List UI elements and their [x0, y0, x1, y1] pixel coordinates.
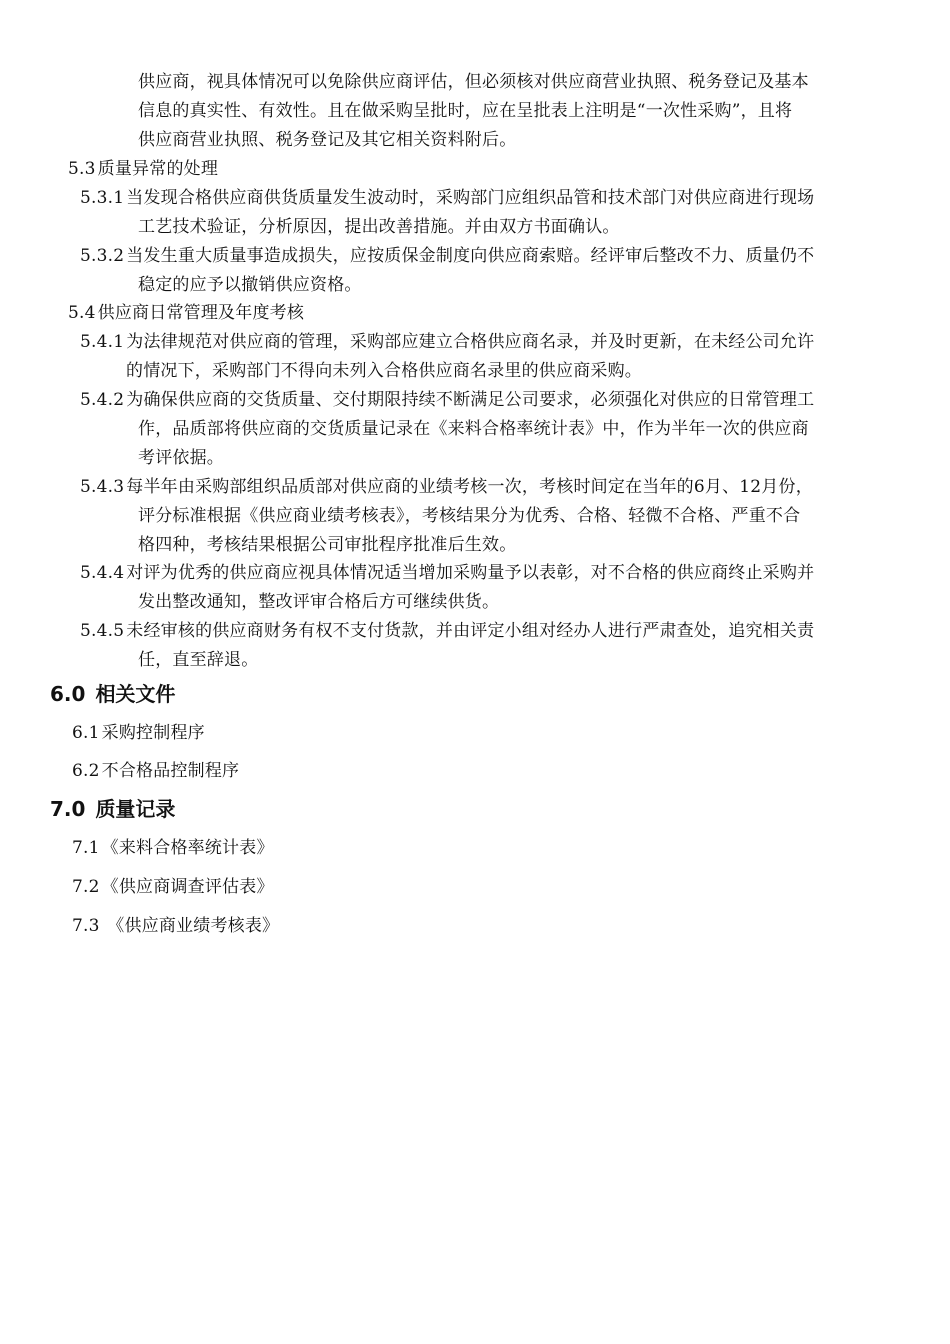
- section-title: 质量异常的处理: [97, 159, 219, 179]
- item-text: 当发生重大质量事造成损失，应按质保金制度向供应商索赔。经评审后整改不力、质量仍不: [126, 246, 815, 266]
- item-5-4-3-line-1: [80, 473, 813, 502]
- list-item: [72, 719, 205, 748]
- item-5-4-1-line-1: [80, 328, 814, 357]
- item-number: 5.4.4: [80, 563, 125, 583]
- section-title: 供应商日常管理及年度考核: [97, 303, 305, 323]
- section-number: 5.4: [68, 303, 96, 323]
- item-text: 《供应商调查评估表》: [101, 877, 274, 897]
- item-5-3-1-line-2: 工艺技术验证，分析原因，提出改善措施。并由双方书面确认。: [138, 217, 620, 237]
- item-5-4-4-line-1: [80, 559, 814, 588]
- item-5-4-5-line-1: [80, 617, 814, 646]
- item-5-4-2-line-3: 考评依据。: [138, 448, 224, 468]
- item-5-4-1-line-2: 的情况下，采购部门不得向未列入合格供应商名录里的供应商采购。: [126, 361, 642, 381]
- heading-number: 7.0: [50, 797, 86, 821]
- heading-number: 6.0: [50, 682, 86, 706]
- intro-line: 供应商，视具体情况可以免除供应商评估，但必须核对供应商营业执照、税务登记及基本: [138, 72, 809, 92]
- section-number: 5.3: [68, 159, 96, 179]
- item-text: 《供应商业绩考核表》: [101, 916, 280, 936]
- intro-line: 供应商营业执照、税务登记及其它相关资料附后。: [138, 130, 517, 150]
- item-number: 7.1: [72, 838, 100, 858]
- item-5-3-2-line-2: 稳定的应予以撤销供应资格。: [138, 275, 362, 295]
- item-number: 7.3: [72, 916, 100, 936]
- section-6-heading: [50, 679, 175, 709]
- item-number: 5.4.5: [80, 621, 125, 641]
- item-number: 5.4.1: [80, 332, 125, 352]
- list-item: [72, 912, 279, 941]
- section-5-4-heading: [68, 299, 304, 328]
- item-5-4-3-line-2: 评分标准根据《供应商业绩考核表》，考核结果分为优秀、合格、轻微不合格、严重不合: [138, 506, 801, 526]
- item-text: 不合格品控制程序: [101, 761, 240, 781]
- item-text: 为法律规范对供应商的管理，采购部应建立合格供应商名录，并及时更新，在未经公司允许: [126, 332, 815, 352]
- item-text: 未经审核的供应商财务有权不支付货款，并由评定小组对经办人进行严肃查处，追究相关责: [126, 621, 815, 641]
- item-5-4-5-line-2: 任，直至辞退。: [138, 650, 259, 670]
- item-number: 5.3.2: [80, 246, 125, 266]
- item-number: 5.4.2: [80, 390, 125, 410]
- item-text: 采购控制程序: [101, 723, 205, 743]
- item-number: 5.4.3: [80, 477, 125, 497]
- item-number: 7.2: [72, 877, 100, 897]
- item-5-3-1-line-1: [80, 184, 814, 213]
- item-5-4-3-line-3: 格四种，考核结果根据公司审批程序批准后生效。: [138, 535, 517, 555]
- item-number: 6.2: [72, 761, 100, 781]
- item-5-4-4-line-2: 发出整改通知，整改评审合格后方可继续供货。: [138, 592, 500, 612]
- item-text: 为确保供应商的交货质量、交付期限持续不断满足公司要求，必须强化对供应的日常管理工: [126, 390, 815, 410]
- list-item: [72, 873, 274, 902]
- intro-line: 信息的真实性、有效性。且在做采购呈批时，应在呈批表上注明是“一次性采购”，且将: [138, 101, 793, 121]
- item-text: 每半年由采购部组织品质部对供应商的业绩考核一次，考核时间定在当年的6月、12月份，: [126, 477, 813, 497]
- section-7-heading: [50, 794, 175, 824]
- list-item: [72, 757, 239, 786]
- list-item: [72, 834, 274, 863]
- item-number: 5.3.1: [80, 188, 125, 208]
- heading-title: 质量记录: [95, 797, 176, 821]
- item-number: 6.1: [72, 723, 100, 743]
- item-5-3-2-line-1: [80, 242, 814, 271]
- section-5-3-heading: [68, 155, 218, 184]
- item-text: 对评为优秀的供应商应视具体情况适当增加采购量予以表彰，对不合格的供应商终止采购并: [126, 563, 815, 583]
- item-5-4-2-line-1: [80, 386, 814, 415]
- item-5-4-2-line-2: 作，品质部将供应商的交货质量记录在《来料合格率统计表》中，作为半年一次的供应商: [138, 419, 809, 439]
- item-text: 当发现合格供应商供货质量发生波动时，采购部门应组织品管和技术部门对供应商进行现场: [126, 188, 815, 208]
- item-text: 《来料合格率统计表》: [101, 838, 274, 858]
- heading-title: 相关文件: [95, 682, 176, 706]
